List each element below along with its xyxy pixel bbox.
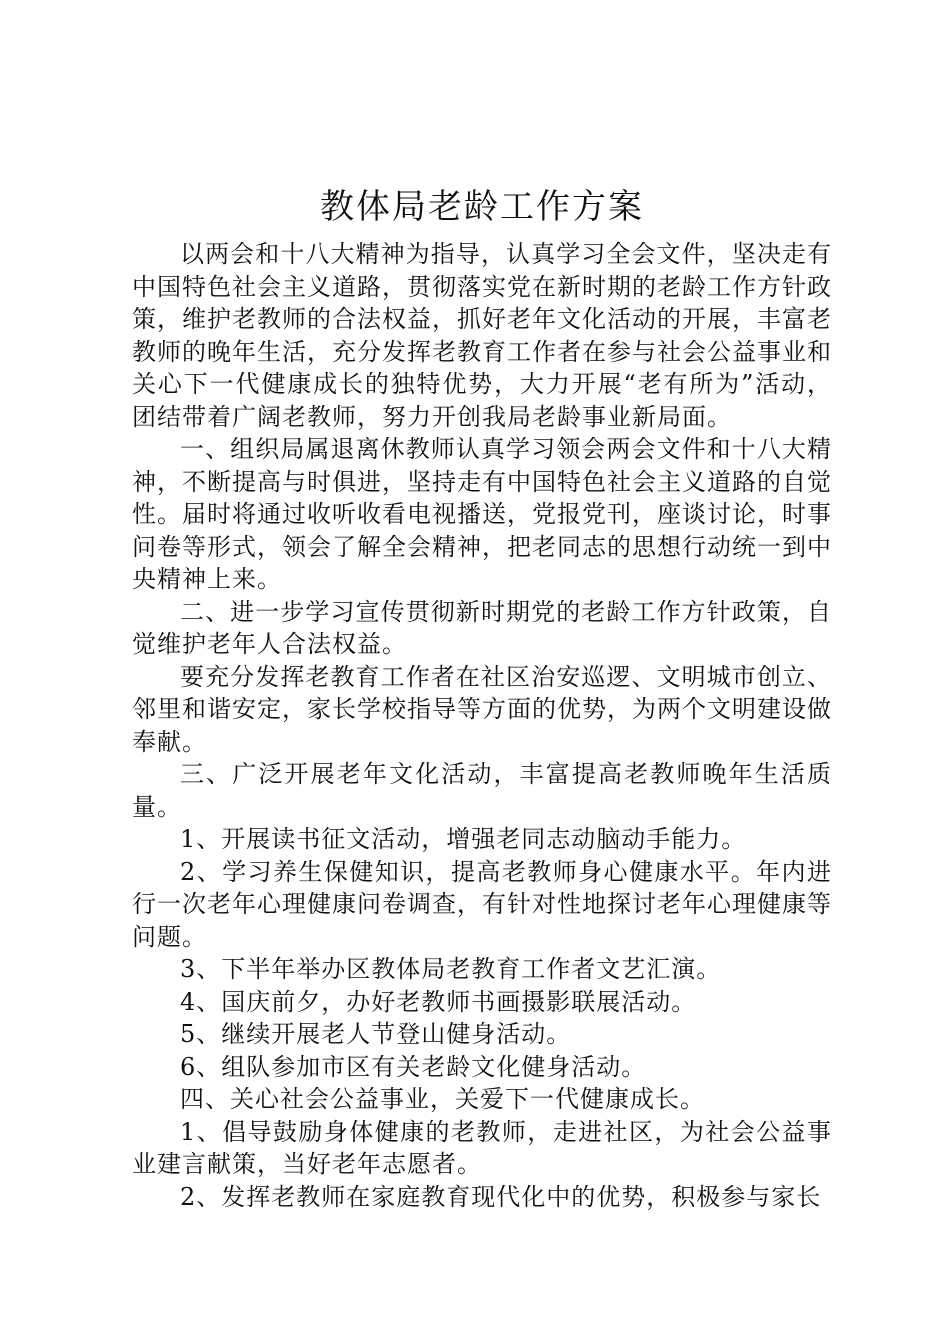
document-title: 教体局老龄工作方案 <box>320 187 644 227</box>
paragraph-intro: 以两会和十八大精神为指导，认真学习全会文件，坚决走有中国特色社会主义道路，贯彻落实党在新时期的老龄工作方针政策，维护老教师的合法权益，抓好老年文化活动的开展，丰富老教师的晚年生活，充分发挥老教育工作者在参与社会公益事业和关心下一代健康成长的独特优势，大力开展“老有所为”活动，团结带着广阔老教师，努力开创我局老龄事业新局面。 <box>132 240 832 431</box>
paragraph-item: 6、组队参加市区有关老龄文化健身活动。 <box>180 1052 647 1081</box>
paragraph-item: 5、继续开展老人节登山健身活动。 <box>180 1020 572 1048</box>
document-body <box>132 182 832 1213</box>
paragraph-item: 3、下半年举办区教体局老教育工作者文艺汇演。 <box>180 955 722 983</box>
paragraph-section-2: 二、进一步学习宣传贯彻新时期党的老龄工作方针政策，自觉维护老年人合法权益。 <box>132 597 832 658</box>
paragraph-section-3: 三、广泛开展老年文化活动，丰富提高老教师晚年生活质量。 <box>132 760 832 821</box>
paragraph-section-2-detail: 要充分发挥老教育工作者在社区治安巡逻、文明城市创立、邻里和谐安定，家长学校指导等方面的优势，为两个文明建设做奉献。 <box>132 662 832 756</box>
paragraph-item: 2、学习养生保健知识，提高老教师身心健康水平。年内进行一次老年心理健康问卷调查，有针对性地探讨老年心理健康等问题。 <box>132 857 832 951</box>
paragraph-item: 4、国庆前夕，办好老教师书画摄影联展活动。 <box>180 987 697 1016</box>
paragraph-section-1: 一、组织局属退离休教师认真学习领会两会文件和十八大精神，不断提高与时俱进，坚持走有中国特色社会主义道路的自觉性。届时将通过收听收看电视播送，党报党刊，座谈讨论，时事问卷等形式，领会了解全会精神，把老同志的思想行动统一到中央精神上来。 <box>132 435 832 593</box>
paragraph-item: 2、发挥老教师在家庭教育现代化中的优势，积极参与家长 <box>180 1182 822 1211</box>
paragraph-item: 1、倡导鼓励身体健康的老教师，走进社区，为社会公益事业建言献策，当好老年志愿者。 <box>132 1117 832 1178</box>
paragraph-section-4: 四、关心社会公益事业，关爱下一代健康成长。 <box>180 1085 705 1113</box>
paragraph-item: 1、开展读书征文活动，增强老同志动脑动手能力。 <box>180 825 747 853</box>
